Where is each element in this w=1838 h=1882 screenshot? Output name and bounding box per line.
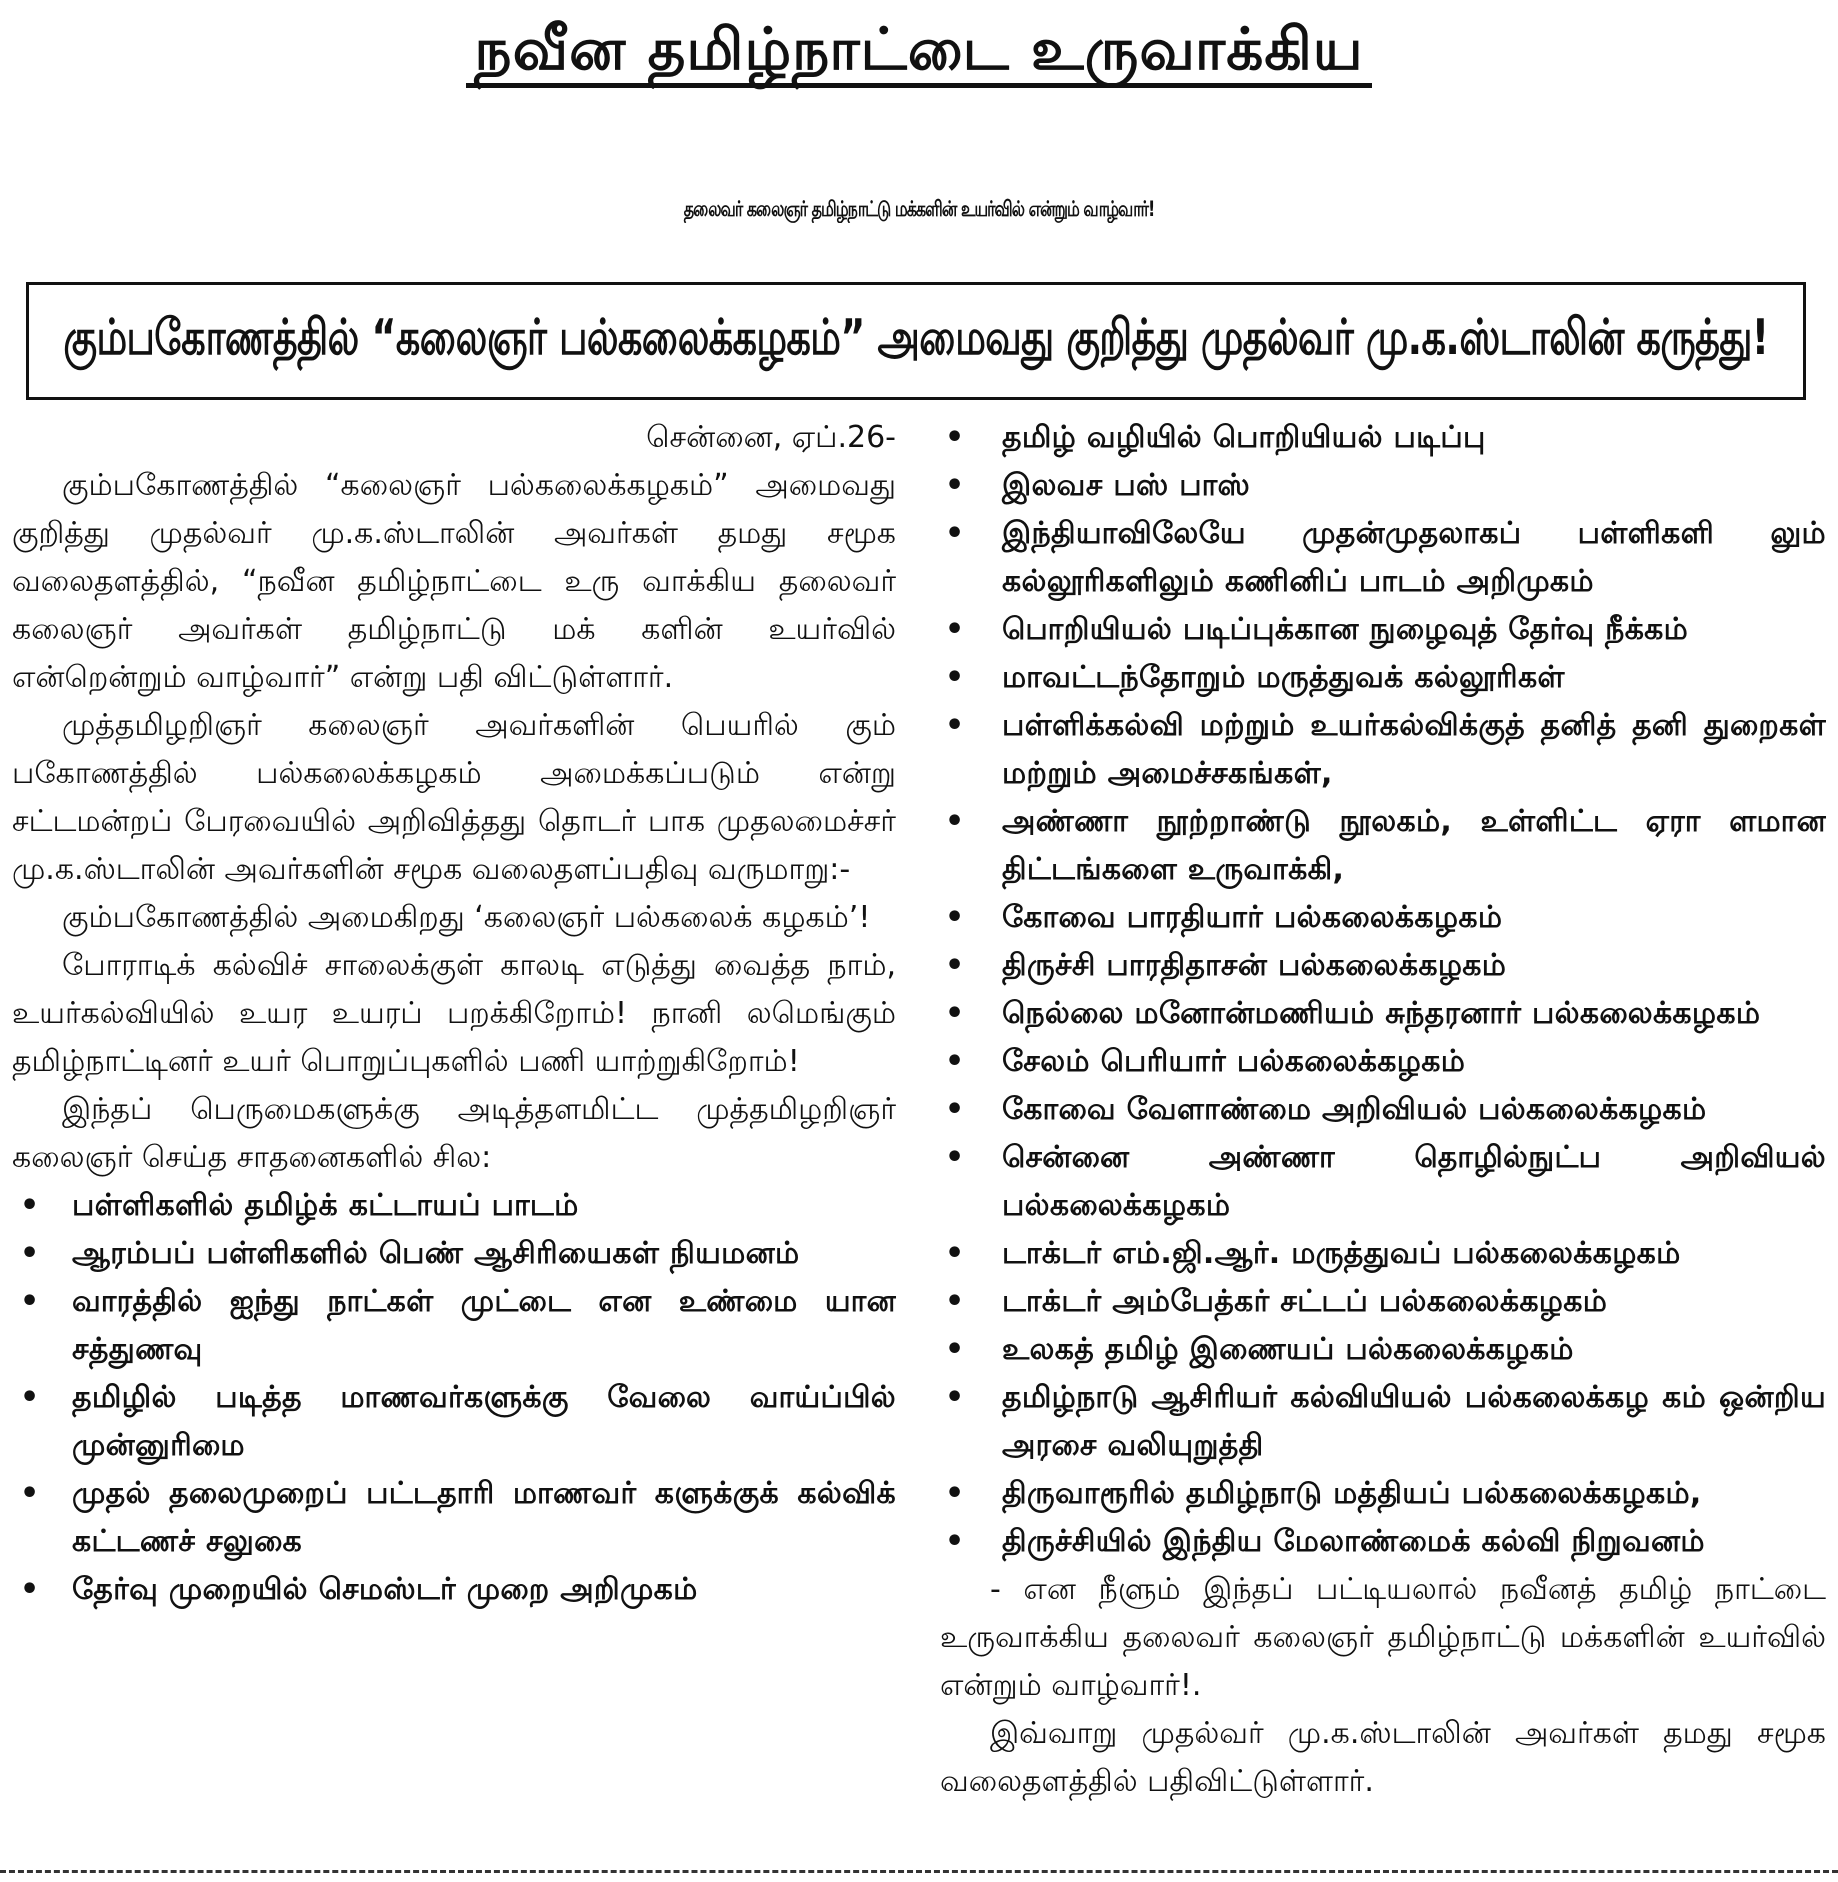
list-item	[940, 510, 1826, 606]
closing-paragraph: இவ்வாறு முதல்வர் மு.க.ஸ்டாலின் அவர்கள் தமது சமூக வலைதளத்தில் பதிவிட்டுள்ளார்.	[940, 1716, 1826, 1799]
bullet-icon: •	[20, 1380, 40, 1415]
bullet-icon: •	[20, 1572, 40, 1607]
list-item	[940, 798, 1826, 894]
list-item	[12, 1374, 896, 1470]
list-item-text: இலவச பஸ் பாஸ்	[1002, 468, 1251, 503]
list-item-text: பள்ளிகளில் தமிழ்க் கட்டாயப் பாடம்	[72, 1188, 579, 1223]
achievements-list-left	[12, 1182, 896, 1614]
article-paragraph: போராடிக் கல்விச் சாலைக்குள் காலடி எடுத்து வைத்த நாம், உயர்கல்வியில் உயர உயரப் பறக்கிறோம்! நானி லமெங்கும் தமிழ்நாட்டினர் உயர் பொறுப்புகளில் பணி யாற்றுகிறோம்!	[12, 948, 896, 1079]
list-item-text: அண்ணா நூற்றாண்டு நூலகம், உள்ளிட்ட ஏரா ளமான திட்டங்களை உருவாக்கி,	[1002, 804, 1826, 887]
bullet-icon: •	[945, 1380, 965, 1415]
list-item	[940, 1326, 1826, 1374]
bullet-icon: •	[945, 468, 965, 503]
list-item-text: ஆரம்பப் பள்ளிகளில் பெண் ஆசிரியைகள் நியமனம்	[72, 1236, 800, 1271]
list-item-text: வாரத்தில் ஐந்து நாட்கள் முட்டை என உண்மை யான சத்துணவு	[72, 1284, 896, 1367]
list-item	[940, 654, 1826, 702]
headline-kicker-text: நவீன தமிழ்நாட்டை உருவாக்கிய	[466, 15, 1371, 88]
list-item-text: டாக்டர் எம்.ஜி.ஆர். மருத்துவப் பல்கலைக்கழகம்	[1002, 1236, 1681, 1271]
list-item-text: மாவட்டந்தோறும் மருத்துவக் கல்லூரிகள்	[1002, 660, 1565, 695]
bullet-icon: •	[20, 1236, 40, 1271]
list-item	[12, 1566, 896, 1614]
bullet-icon: •	[945, 420, 965, 455]
list-item	[940, 414, 1826, 462]
list-item	[940, 1230, 1826, 1278]
list-item-text: பள்ளிக்கல்வி மற்றும் உயர்கல்விக்குத் தனித் தனி துறைகள் மற்றும் அமைச்சகங்கள்,	[1002, 708, 1826, 791]
list-item	[940, 1278, 1826, 1326]
list-item-text: உலகத் தமிழ் இணையப் பல்கலைக்கழகம்	[1002, 1332, 1574, 1367]
list-item-text: கோவை பாரதியார் பல்கலைக்கழகம்	[1002, 900, 1503, 935]
bullet-icon: •	[945, 1140, 965, 1175]
headline-main: தலைவர் கலைஞர் தமிழ்நாட்டு மக்களின் உயர்வில் என்றும் வாழ்வார்!	[683, 195, 1155, 222]
article-paragraph: முத்தமிழறிஞர் கலைஞர் அவர்களின் பெயரில் கும் பகோணத்தில் பல்கலைக்கழகம் அமைக்கப்படும் என்று சட்டமன்றப் பேரவையில் அறிவித்தது தொடர் பாக முதலமைச்சர் மு.க.ஸ்டாலின் அவர்களின் சமூக வலைதளப்பதிவு வருமாறு:-	[12, 708, 896, 887]
bullet-icon: •	[945, 612, 965, 647]
bullet-icon: •	[20, 1188, 40, 1223]
bullet-icon: •	[945, 1236, 965, 1271]
list-item	[940, 702, 1826, 798]
bullet-icon: •	[945, 1044, 965, 1079]
bullet-icon: •	[945, 1524, 965, 1559]
list-item-text: நெல்லை மனோன்மணியம் சுந்தரனார் பல்கலைக்கழகம்	[1002, 996, 1761, 1031]
list-item-text: சென்னை அண்ணா தொழில்நுட்ப அறிவியல் பல்கலைக்கழகம்	[1002, 1140, 1826, 1223]
bullet-icon: •	[945, 516, 965, 551]
bullet-icon: •	[945, 804, 965, 839]
list-item	[940, 1134, 1826, 1230]
list-item	[940, 606, 1826, 654]
subhead-box	[26, 282, 1806, 400]
list-item-text: தமிழ் வழியில் பொறியியல் படிப்பு	[1002, 420, 1486, 455]
list-item	[940, 1470, 1826, 1518]
bullet-icon: •	[945, 1092, 965, 1127]
bullet-icon: •	[945, 660, 965, 695]
headline-kicker	[0, 8, 1838, 90]
closing-paragraph: - என நீளும் இந்தப் பட்டியலால் நவீனத் தமிழ் நாட்டை உருவாக்கிய தலைவர் கலைஞர் தமிழ்நாட்டு மக்களின் உயர்வில் என்றும் வாழ்வார்!.	[940, 1572, 1826, 1703]
achievements-list-right	[940, 414, 1826, 1566]
list-item	[12, 1230, 896, 1278]
list-item	[940, 462, 1826, 510]
list-item-text: தேர்வு முறையில் செமஸ்டர் முறை அறிமுகம்	[72, 1572, 698, 1607]
list-item-text: திருச்சி பாரதிதாசன் பல்கலைக்கழகம்	[1002, 948, 1507, 983]
subhead-text: கும்பகோணத்தில் “கலைஞர் பல்கலைக்கழகம்” அமைவது குறித்து முதல்வர் மு.க.ஸ்டாலின் கருத்து!	[63, 308, 1769, 366]
list-item-text: டாக்டர் அம்பேத்கர் சட்டப் பல்கலைக்கழகம்	[1002, 1284, 1608, 1319]
bullet-icon: •	[945, 948, 965, 983]
list-item	[12, 1182, 896, 1230]
list-item-text: திருச்சியில் இந்திய மேலாண்மைக் கல்வி நிறுவனம்	[1002, 1524, 1705, 1559]
article-paragraph: இந்தப் பெருமைகளுக்கு அடித்தளமிட்ட முத்தமிழறிஞர் கலைஞர் செய்த சாதனைகளில் சில:	[12, 1092, 896, 1175]
list-item	[12, 1470, 896, 1566]
list-item	[940, 990, 1826, 1038]
article-left-column	[12, 414, 896, 1614]
bullet-icon: •	[20, 1284, 40, 1319]
list-item	[940, 1374, 1826, 1470]
list-item-text: பொறியியல் படிப்புக்கான நுழைவுத் தேர்வு நீக்கம்	[1002, 612, 1689, 647]
list-item-text: திருவாரூரில் தமிழ்நாடு மத்தியப் பல்கலைக்கழகம்,	[1002, 1476, 1702, 1511]
article-right-column	[940, 414, 1826, 1806]
list-item-text: தமிழில் படித்த மாணவர்களுக்கு வேலை வாய்ப்பில் முன்னுரிமை	[72, 1380, 896, 1463]
list-item-text: கோவை வேளாண்மை அறிவியல் பல்கலைக்கழகம்	[1002, 1092, 1707, 1127]
bullet-icon: •	[945, 1284, 965, 1319]
article-paragraph: கும்பகோணத்தில் அமைகிறது ‘கலைஞர் பல்கலைக் கழகம்’!	[62, 900, 871, 935]
list-item-text: இந்தியாவிலேயே முதன்முதலாகப் பள்ளிகளி லும் கல்லூரிகளிலும் கணினிப் பாடம் அறிமுகம்	[1002, 516, 1826, 599]
list-item-text: தமிழ்நாடு ஆசிரியர் கல்வியியல் பல்கலைக்கழ கம் ஒன்றிய அரசை வலியுறுத்தி	[1002, 1380, 1826, 1463]
list-item-text: சேலம் பெரியார் பல்கலைக்கழகம்	[1002, 1044, 1466, 1079]
list-item-text: முதல் தலைமுறைப் பட்டதாரி மாணவர் களுக்குக் கல்விக் கட்டணச் சலுகை	[72, 1476, 896, 1559]
list-item	[940, 1086, 1826, 1134]
list-item	[940, 1038, 1826, 1086]
list-item	[940, 1518, 1826, 1566]
bullet-icon: •	[20, 1476, 40, 1511]
list-item	[940, 894, 1826, 942]
bullet-icon: •	[945, 708, 965, 743]
dateline: சென்னை, ஏப்.26-	[646, 420, 896, 455]
list-item	[940, 942, 1826, 990]
bullet-icon: •	[945, 1476, 965, 1511]
article-paragraph: கும்பகோணத்தில் “கலைஞர் பல்கலைக்கழகம்” அமைவது குறித்து முதல்வர் மு.க.ஸ்டாலின் அவர்கள் தமது சமூக வலைதளத்தில், “நவீன தமிழ்நாட்டை உரு வாக்கிய தலைவர் கலைஞர் அவர்கள் தமிழ்நாட்டு மக் களின் உயர்வில் என்றென்றும் வாழ்வார்” என்று பதி விட்டுள்ளார்.	[12, 468, 896, 695]
cut-line-divider	[0, 1870, 1838, 1873]
bullet-icon: •	[945, 900, 965, 935]
bullet-icon: •	[945, 1332, 965, 1367]
bullet-icon: •	[945, 996, 965, 1031]
list-item	[12, 1278, 896, 1374]
